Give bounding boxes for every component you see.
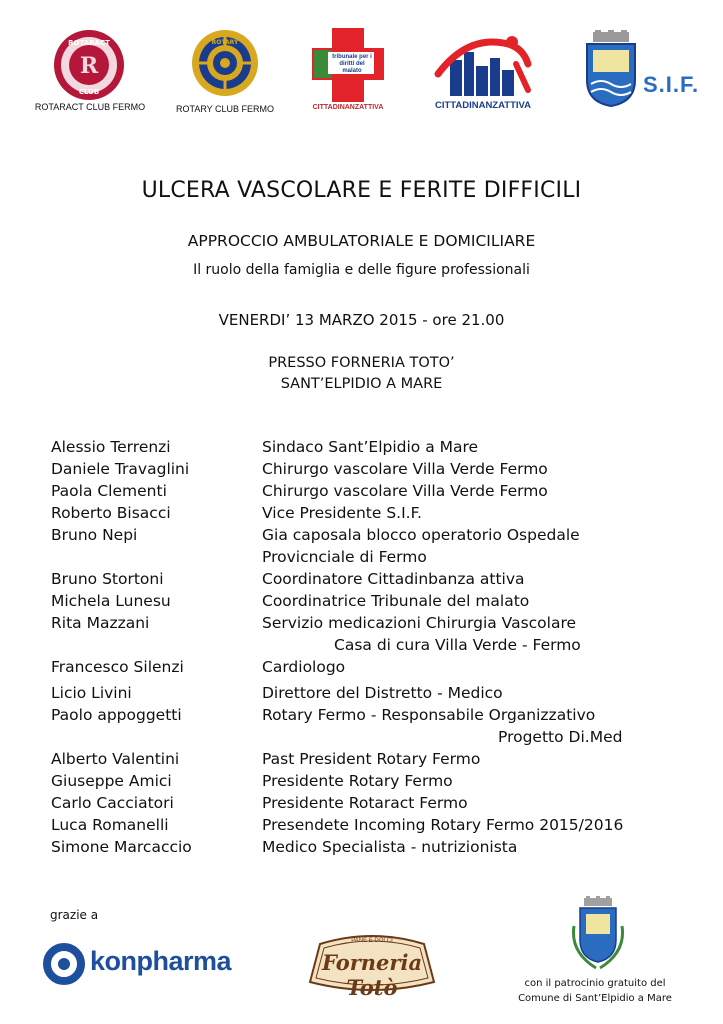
speaker-name: Michela Lunesu — [51, 592, 171, 610]
speaker-name: Bruno Stortoni — [51, 570, 164, 588]
sif-text: S.I.F. — [643, 72, 700, 97]
speaker-name: Francesco Silenzi — [51, 658, 184, 676]
speaker-role-continued: Provicnciale di Fermo — [262, 548, 427, 566]
speaker-name: Giuseppe Amici — [51, 772, 172, 790]
speaker-role: Coordinatrice Tribunale del malato — [262, 592, 530, 610]
speaker-name: Rita Mazzani — [51, 614, 150, 632]
svg-text:ROTARY: ROTARY — [211, 39, 239, 46]
speaker-role: Chirurgo vascolare Villa Verde Fermo — [262, 460, 548, 478]
city-runner-icon — [428, 34, 538, 100]
speaker-name: Alessio Terrenzi — [51, 438, 171, 456]
rotary-logo — [190, 28, 260, 98]
forneria-tagline: PANE E DOLCI — [351, 938, 393, 944]
patronage-line-2: Comune di Sant’Elpidio a Mare — [518, 993, 672, 1004]
speaker-name: Simone Marcaccio — [51, 838, 192, 856]
svg-text:R: R — [79, 53, 99, 79]
speaker-role-continued: Progetto Di.Med — [498, 728, 623, 746]
svg-text:ROTARACT: ROTARACT — [68, 39, 110, 47]
speaker-name: Alberto Valentini — [51, 750, 180, 768]
sif-crest-icon — [583, 30, 639, 108]
speaker-role: Coordinatore Cittadinbanza attiva — [262, 570, 525, 588]
konpharma-ring-icon — [42, 942, 86, 986]
speaker-role: Past President Rotary Fermo — [262, 750, 481, 768]
speaker-role: Medico Specialista - nutrizionista — [262, 838, 518, 856]
comune-crest-icon — [570, 896, 626, 972]
thanks-label: grazie a — [50, 908, 99, 922]
subtitle: APPROCCIO AMBULATORIALE E DOMICILIARE — [187, 232, 536, 250]
tribunale-logo — [308, 26, 388, 112]
rotaract-caption: ROTARACT CLUB FERMO — [34, 102, 146, 112]
speaker-role: Chirurgo vascolare Villa Verde Fermo — [262, 482, 548, 500]
speaker-role: Direttore del Distretto - Medico — [262, 684, 503, 702]
venue-line-2: SANT’ELPIDIO A MARE — [280, 376, 443, 392]
speaker-role: Presidente Rotary Fermo — [262, 772, 453, 790]
speaker-role-continued: Casa di cura Villa Verde - Fermo — [334, 636, 581, 654]
venue-line-1: PRESSO FORNERIA TOTO’ — [268, 355, 455, 371]
event-date: VENERDI’ 13 MARZO 2015 - ore 21.00 — [218, 311, 505, 329]
logo-row — [0, 0, 723, 120]
tagline: Il ruolo della famiglia e delle figure professionali — [193, 262, 530, 278]
rotary-wheel-icon — [190, 28, 260, 98]
rotaract-emblem-icon — [52, 28, 126, 102]
forneria-name: Forneria Totò — [321, 950, 423, 1000]
speaker-name: Paola Clementi — [51, 482, 167, 500]
konpharma-wordmark — [90, 946, 231, 977]
konpharma-text: konpharma — [90, 946, 232, 976]
svg-text:CLUB: CLUB — [78, 88, 100, 96]
speaker-role: Servizio medicazioni Chirurgia Vascolare — [262, 614, 577, 632]
speaker-name: Carlo Cacciatori — [51, 794, 174, 812]
speaker-name: Luca Romanelli — [51, 816, 169, 834]
speaker-role: Vice Presidente S.I.F. — [262, 504, 422, 522]
tribunale-text: tribunale per i diritti del malato — [332, 54, 372, 74]
speaker-role: Rotary Fermo - Responsabile Organizzativo — [262, 706, 596, 724]
speaker-name: Daniele Travaglini — [51, 460, 190, 478]
page-title: ULCERA VASCOLARE E FERITE DIFFICILI — [141, 178, 582, 203]
rotary-caption: ROTARY CLUB FERMO — [175, 104, 274, 114]
konpharma-logo — [42, 940, 242, 990]
cittadinanza-small-text: CITTADINANZATTIVA — [312, 104, 384, 111]
speaker-role: Gia caposala blocco operatorio Ospedale — [262, 526, 580, 544]
comune-crest — [570, 896, 626, 972]
patronage-line-1: con il patrocinio gratuito del — [524, 978, 666, 989]
speaker-name: Paolo appoggetti — [51, 706, 182, 724]
rotaract-logo — [52, 28, 126, 102]
cittadinanzattiva-logo — [428, 34, 538, 114]
cittadinanza-big-text: CITTADINANZATTIVA — [434, 100, 532, 111]
speaker-name: Licio Livini — [51, 684, 132, 702]
forneria-logo — [300, 924, 444, 1002]
speaker-role: Cardiologo — [262, 658, 346, 676]
speaker-role: Presendete Incoming Rotary Fermo 2015/2016 — [262, 816, 624, 834]
speaker-name: Bruno Nepi — [51, 526, 138, 544]
sif-logo — [583, 30, 713, 110]
speaker-name: Roberto Bisacci — [51, 504, 171, 522]
speaker-role: Presidente Rotaract Fermo — [262, 794, 468, 812]
speaker-role: Sindaco Sant’Elpidio a Mare — [262, 438, 479, 456]
